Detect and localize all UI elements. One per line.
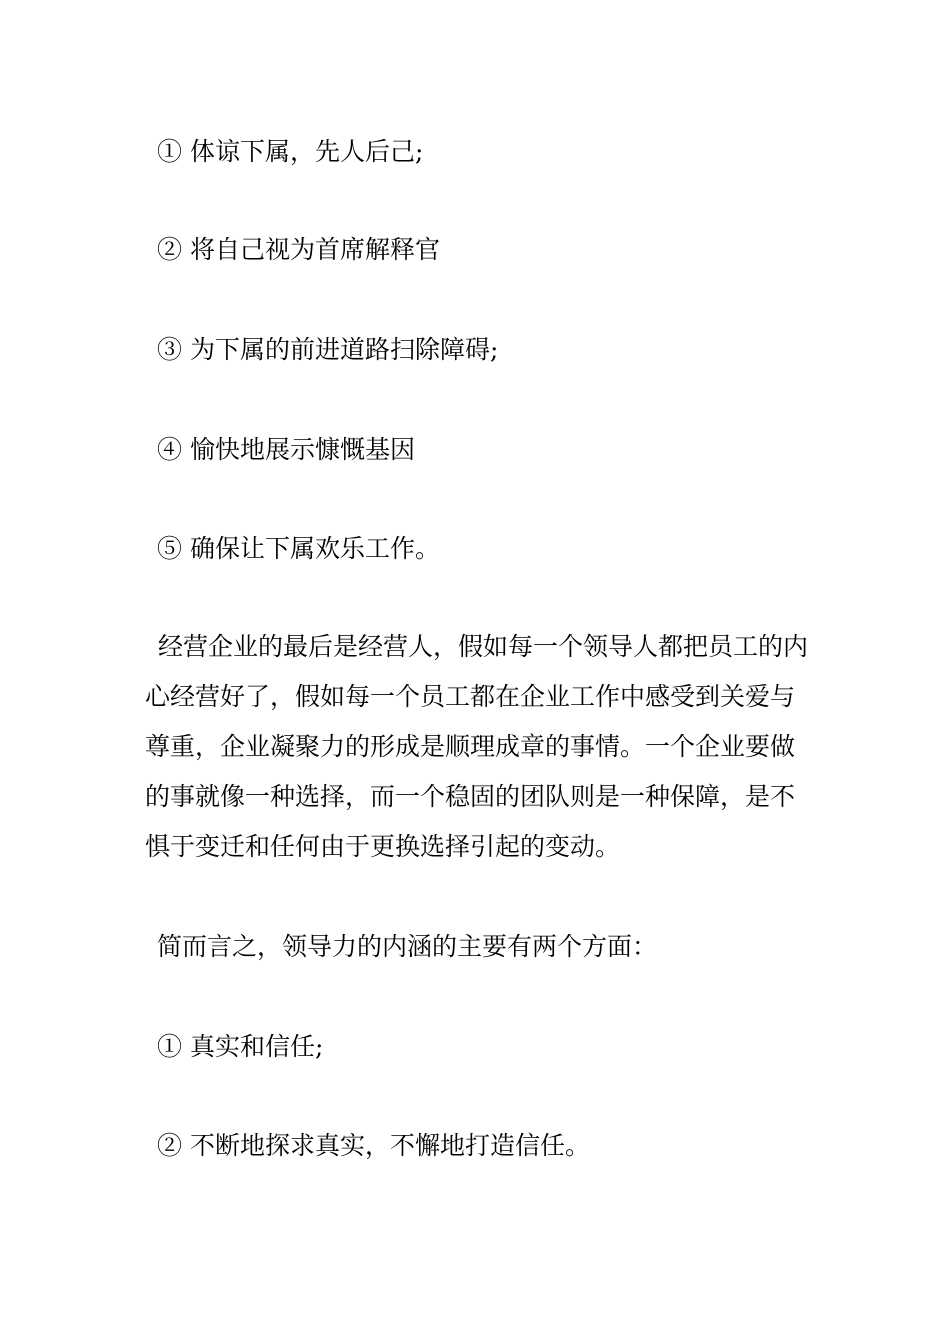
list-item: ③ 为下属的前进道路扫除障碍; (157, 335, 499, 364)
list-item: ⑤ 确保让下属欢乐工作。 (157, 534, 440, 563)
summary-line: 简而言之，领导力的内涵的主要有两个方面： (157, 932, 658, 961)
list-item: ① 真实和信任; (157, 1032, 324, 1061)
body-paragraph: 经营企业的最后是经营人，假如每一个领导人都把员工的内心经营好了，假如每一个员工都在企业工作中感受到关爱与尊重，企业凝聚力的形成是顺理成章的事情。一个企业要做的事就像一种选择，而一个稳固的团队则是一种保障，是不惧于变迁和任何由于更换选择引起的变动。 (145, 632, 809, 861)
list-item: ② 将自己视为首席解释官 (157, 235, 440, 264)
list-item: ② 不断地探求真实，不懈地打造信任。 (157, 1131, 590, 1160)
list-item: ① 体谅下属，先人后己; (157, 137, 424, 166)
list-item: ④ 愉快地展示慷慨基因 (157, 435, 415, 464)
